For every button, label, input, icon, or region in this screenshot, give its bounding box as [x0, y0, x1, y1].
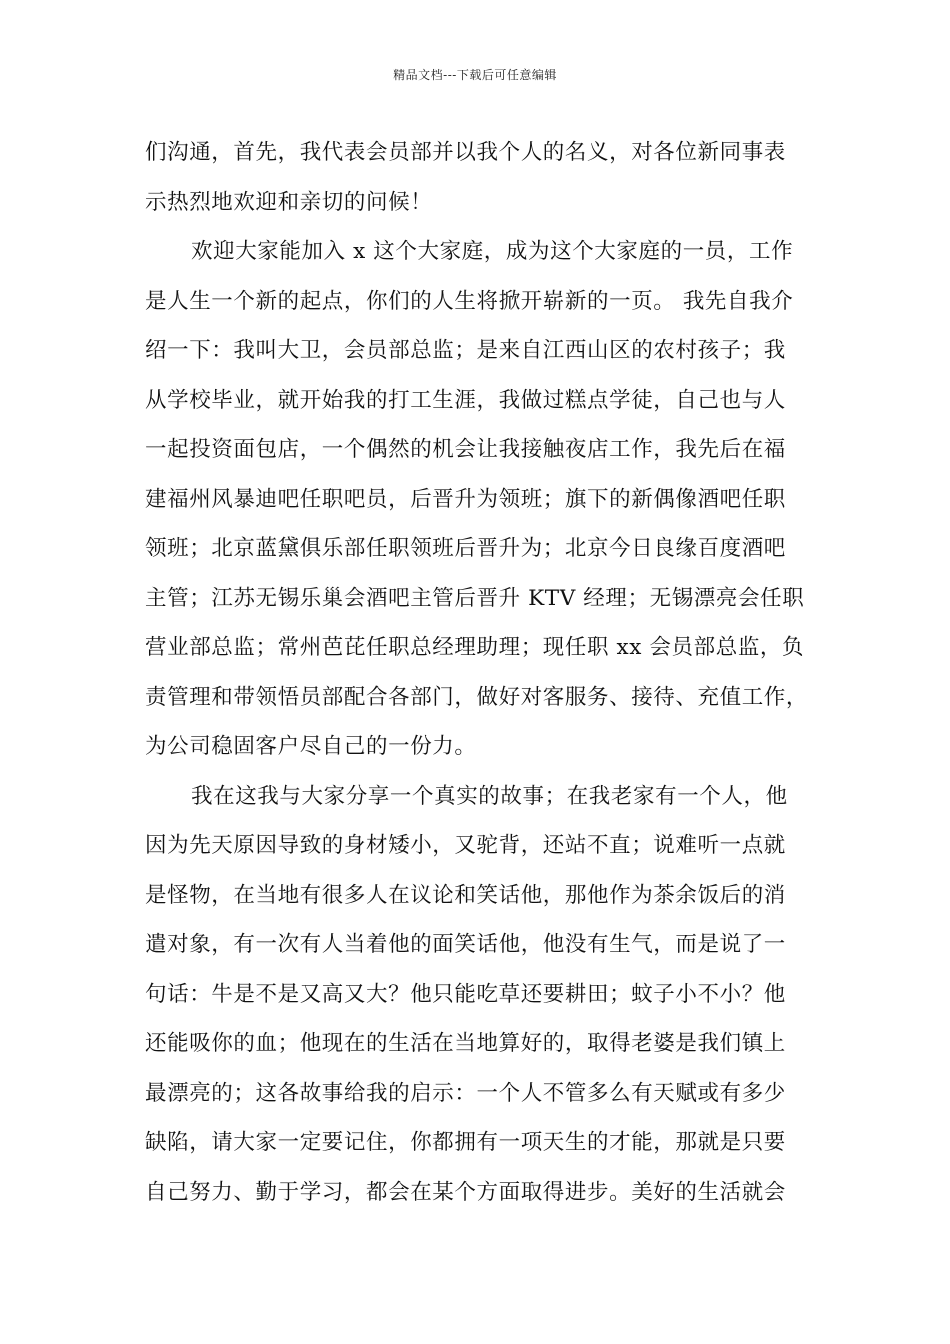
text-line: 遣对象，有一次有人当着他的面笑话他，他没有生气，而是说了一 — [145, 932, 786, 957]
paragraph-start-line: 欢迎大家能加入 x 这个大家庭，成为这个大家庭的一员，工作 — [191, 239, 794, 264]
text-line: 领班；北京蓝黛俱乐部任职领班后晋升为；北京今日良缘百度酒吧 — [145, 536, 786, 561]
text-line: 示热烈地欢迎和亲切的问候！ — [145, 189, 433, 215]
text-line: 自己努力、勤于学习，都会在某个方面取得进步。美好的生活就会 — [145, 1179, 786, 1205]
text-line: 因为先天原因导致的身材矮小，又驼背，还站不直；说难听一点就 — [145, 833, 786, 858]
text-line: 为公司稳固客户尽自己的一份力。 — [145, 734, 477, 759]
text-line: 是怪物，在当地有很多人在议论和笑话他，那他作为茶余饭后的消 — [145, 882, 786, 908]
text-line: 绍一下：我叫大卫，会员部总监；是来自江西山区的农村孩子；我 — [145, 338, 786, 363]
text-line: 主管；江苏无锡乐巢会酒吧主管后晋升 KTV 经理；无锡漂亮会任职 — [145, 585, 805, 611]
text-line: 一起投资面包店，一个偶然的机会让我接触夜店工作，我先后在福 — [145, 437, 786, 462]
text-line: 句话：牛是不是又高又大？他只能吃草还要耕田；蚊子小不小？他 — [145, 981, 786, 1007]
text-line: 从学校毕业，就开始我的打工生涯，我做过糕点学徒，自己也与人 — [145, 387, 786, 413]
text-line: 缺陷，请大家一定要记住，你都拥有一项天生的才能，那就是只要 — [145, 1130, 786, 1155]
text-line: 们沟通，首先，我代表会员部并以我个人的名义，对各位新同事表 — [145, 140, 786, 165]
text-line: 营业部总监；常州芭芘任职总经理助理；现任职 xx 会员部总监，负 — [145, 635, 805, 660]
page-header: 精品文档---下载后可任意编辑 — [393, 68, 557, 82]
text-line: 责管理和带领悟员部配合各部门，做好对客服务、接待、充值工作， — [145, 684, 809, 710]
text-line: 是人生一个新的起点，你们的人生将掀开崭新的一页。 我先自我介 — [145, 288, 794, 314]
paragraph-start-line: 我在这我与大家分享一个真实的故事；在我老家有一个人，他 — [191, 783, 788, 809]
text-line: 还能吸你的血；他现在的生活在当地算好的，取得老婆是我们镇上 — [145, 1031, 786, 1056]
text-line: 建福州风暴迪吧任职吧员，后晋升为领班；旗下的新偶像酒吧任职 — [145, 486, 786, 512]
text-line: 最漂亮的；这各故事给我的启示：一个人不管多么有天赋或有多少 — [145, 1080, 786, 1106]
body-text — [145, 128, 825, 1217]
